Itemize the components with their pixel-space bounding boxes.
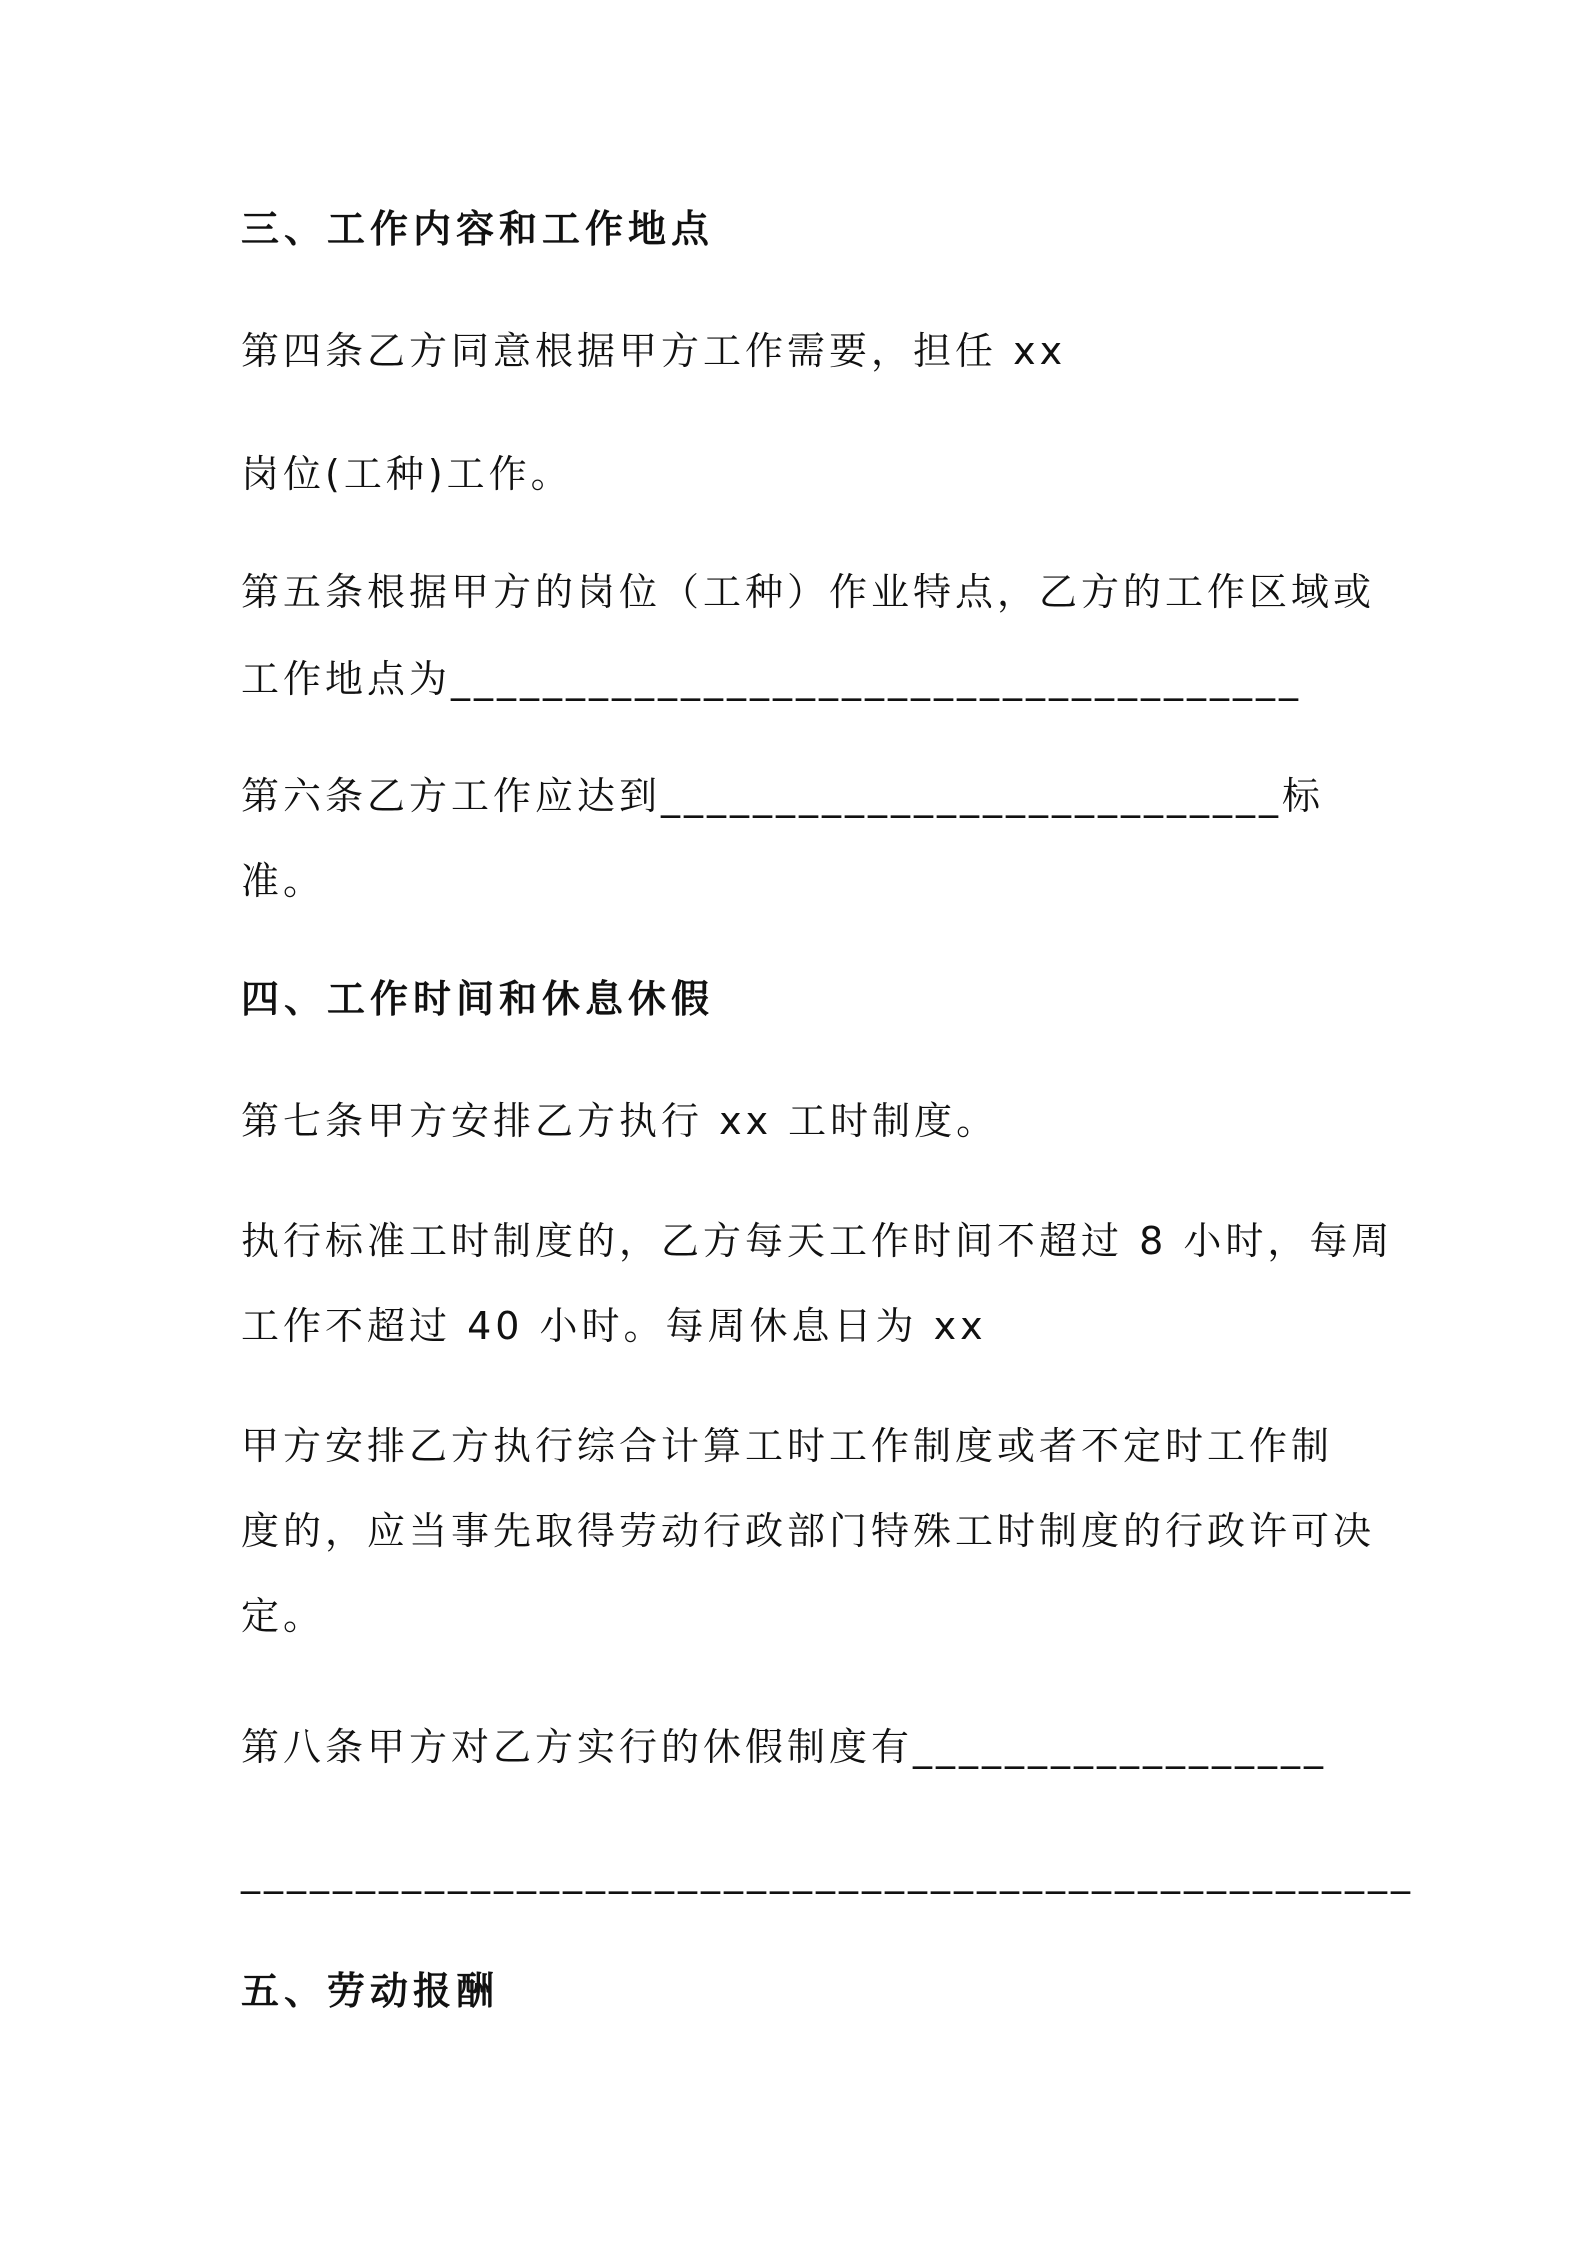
article-7-line-1: 第七条甲方安排乙方执行 xx 工时制度。 <box>241 1099 999 1143</box>
article-5-line-2: 工作地点为_____________________________________ <box>241 657 1303 701</box>
article-5-line-1: 第五条根据甲方的岗位（工种）作业特点，乙方的工作区域或 <box>241 570 1376 614</box>
paragraph-special-hours-line-3: 定。 <box>241 1594 326 1638</box>
article-8-line-1: 第八条甲方对乙方实行的休假制度有__________________ <box>241 1725 1328 1769</box>
paragraph-standard-hours-line-2: 工作不超过 40 小时。每周休息日为 xx <box>241 1304 987 1348</box>
article-6-line-2: 准。 <box>241 859 326 903</box>
article-4-line-2: 岗位(工种)工作。 <box>241 452 573 496</box>
section-heading-3: 三、工作内容和工作地点 <box>241 207 715 251</box>
article-8-line-2: ___________________________________________________ <box>241 1850 1414 1894</box>
paragraph-standard-hours-line-1: 执行标准工时制度的，乙方每天工作时间不超过 8 小时，每周 <box>241 1219 1394 1263</box>
section-heading-5: 五、劳动报酬 <box>241 1969 500 2013</box>
article-6-line-1: 第六条乙方工作应达到___________________________标 <box>241 774 1325 818</box>
paragraph-special-hours-line-1: 甲方安排乙方执行综合计算工时工作制度或者不定时工作制 <box>241 1424 1334 1468</box>
paragraph-special-hours-line-2: 度的，应当事先取得劳动行政部门特殊工时制度的行政许可决 <box>241 1509 1376 1553</box>
article-4-line-1: 第四条乙方同意根据甲方工作需要，担任 xx <box>241 329 1067 373</box>
section-heading-4: 四、工作时间和休息休假 <box>241 977 715 1021</box>
